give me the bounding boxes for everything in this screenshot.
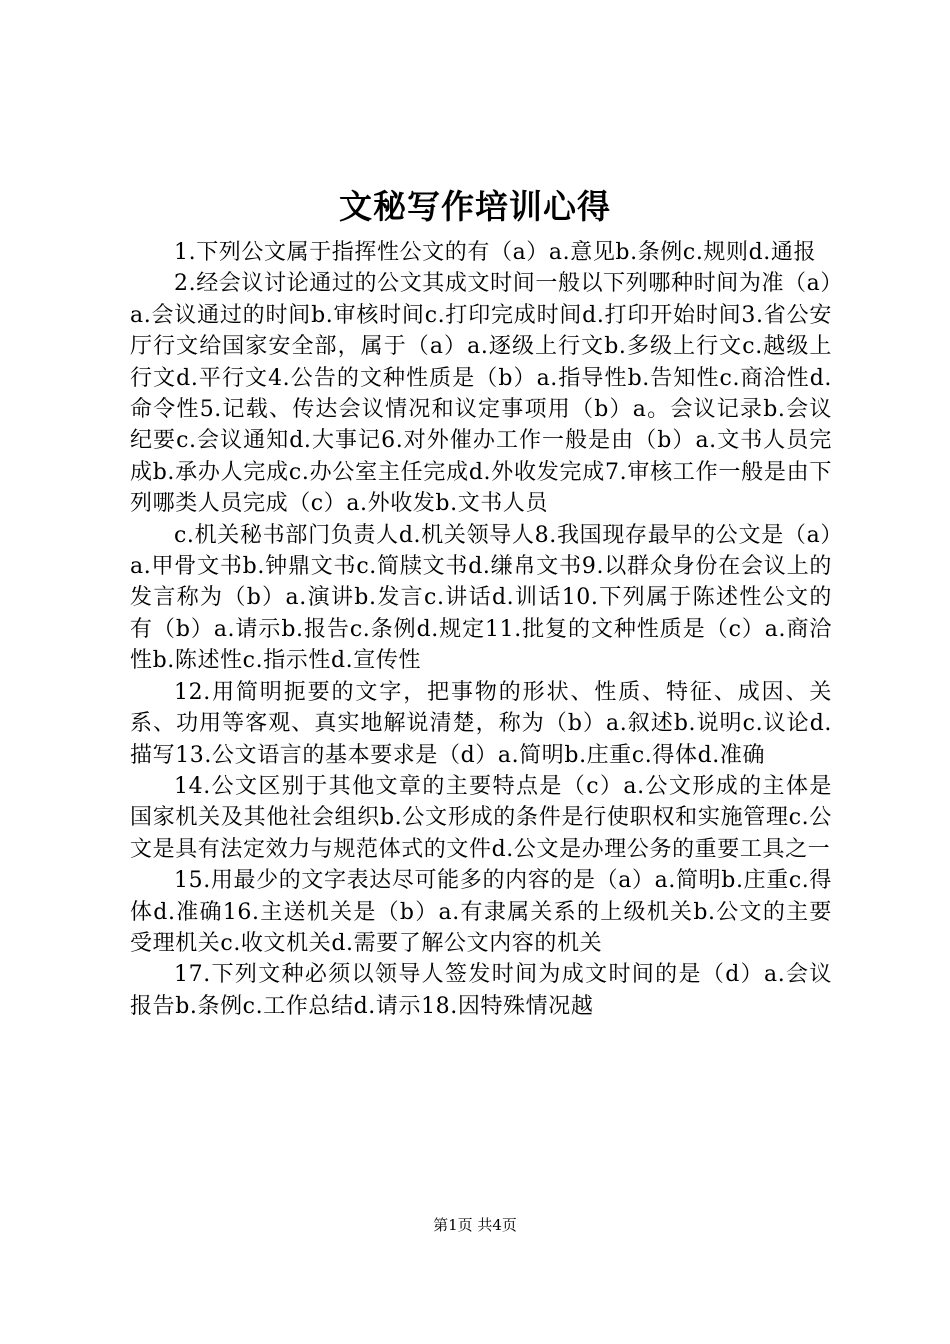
paragraph: 15.用最少的文字表达尽可能多的内容的是（a）a.简明b.庄重c.得体d.准确16.主送机关是（b）a.有隶属关系的上级机关b.公文的主要受理机关c.收文机关d.需要了解公文内容的机关 (130, 868, 832, 956)
page-footer: 第1页 共4页 (433, 1216, 517, 1234)
document-title: 文秘写作培训心得 (339, 187, 611, 226)
paragraph: c.机关秘书部门负责人d.机关领导人8.我国现存最早的公文是（a）a.甲骨文书b.钟鼎文书c.简牍文书d.缣帛文书9.以群众身份在会议上的发言称为（b）a.演讲b.发言c.讲话d.训话10.下列属于陈述性公文的有（b）a.请示b.报告c.条例d.规定11.批复的文种性质是（c）a.商洽性b.陈述性c.指示性d.宣传性 (130, 522, 832, 674)
paragraph: 2.经会议讨论通过的公文其成文时间一般以下列哪种时间为准（a）a.会议通过的时间b.审核时间c.打印完成时间d.打印开始时间3.省公安厅行文给国家安全部，属于（a）a.逐级上行文b.多级上行文c.越级上行文d.平行文4.公告的文种性质是（b）a.指导性b.告知性c.商洽性d.命令性5.记载、传达会议情况和议定事项用（b）a。会议记录b.会议纪要c.会议通知d.大事记6.对外催办工作一般是由（b）a.文书人员完成b.承办人完成c.办公室主任完成d.外收发完成7.审核工作一般是由下列哪类人员完成（c）a.外收发b.文书人员 (130, 271, 832, 517)
document-body (130, 237, 832, 1022)
paragraph: 14.公文区别于其他文章的主要特点是（c）a.公文形成的主体是国家机关及其他社会组织b.公文形成的条件是行使职权和实施管理c.公文是具有法定效力与规范体式的文件d.公文是办理公务的重要工具之一 (130, 773, 832, 862)
paragraph: 17.下列文种必须以领导人签发时间为成文时间的是（d）a.会议报告b.条例c.工作总结d.请示18.因特殊情况越 (130, 962, 832, 1019)
paragraph: 1.下列公文属于指挥性公文的有（a）a.意见b.条例c.规则d.通报 (174, 240, 817, 265)
paragraph: 12.用简明扼要的文字，把事物的形状、性质、特征、成因、关系、功用等客观、真实地解说清楚，称为（b）a.叙述b.说明c.议论d.描写13.公文语言的基本要求是（d）a.简明b.庄重c.得体d.准确 (130, 679, 832, 768)
